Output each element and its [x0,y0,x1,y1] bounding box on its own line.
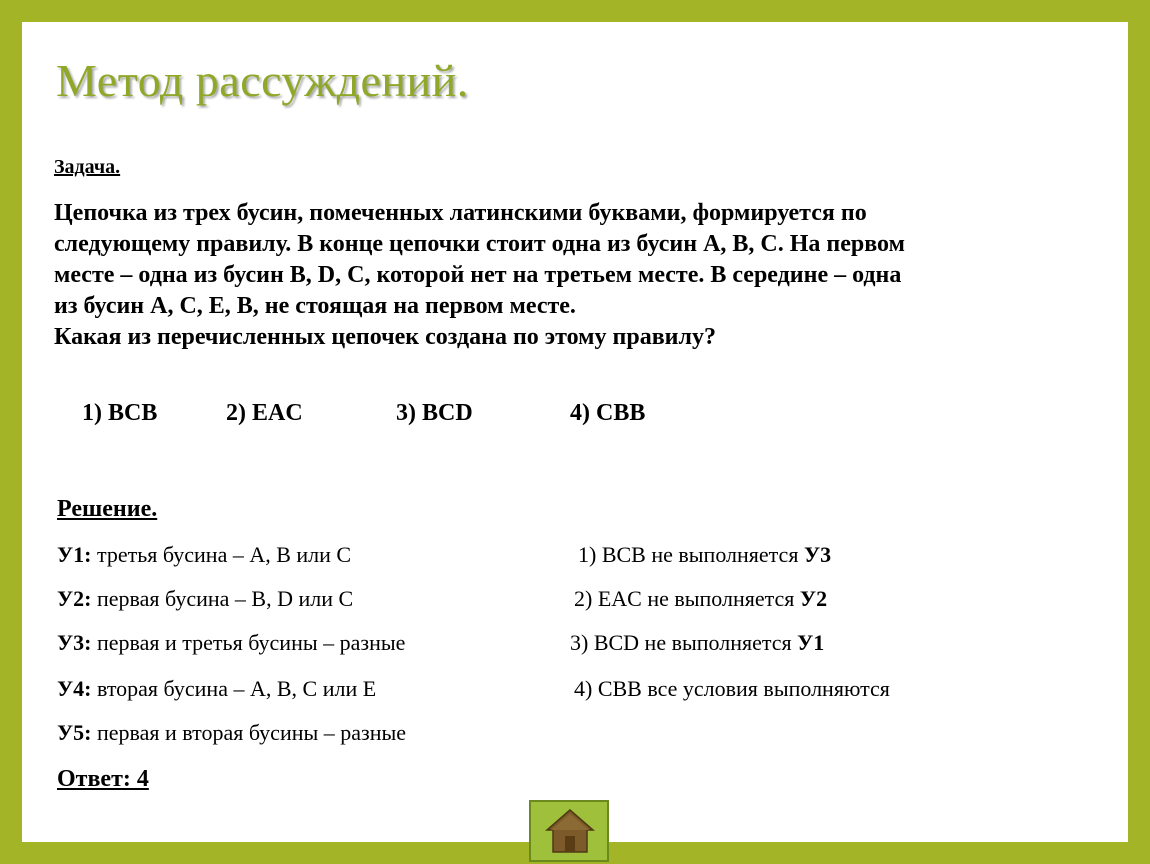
result-4 [574,676,890,702]
condition-key: У2: [57,586,92,611]
condition-1 [57,542,351,568]
condition-text: первая бусина – B, D или C [91,586,354,611]
condition-key: У5: [57,720,92,745]
condition-2 [57,586,353,612]
result-2 [574,586,827,612]
result-text: 4) CBB все условия выполняются [574,676,890,701]
result-ref: У2 [799,586,828,611]
result-ref: У3 [803,542,832,567]
task-text [54,198,1094,353]
option-2: 2) EAC [226,400,303,426]
condition-text: третья бусина – A, B или C [91,542,352,567]
slide-title: Метод рассуждений. [56,55,469,106]
answer: Ответ: 4 [57,766,149,792]
result-ref: У1 [797,630,825,655]
condition-text: первая и вторая бусины – разные [91,720,407,745]
task-line: из бусин A, C, E, B, не стоящая на первом месте. [54,293,576,319]
task-line: Цепочка из трех бусин, помеченных латинскими буквами, формируется по [54,200,867,226]
condition-4 [57,676,376,702]
condition-5 [57,720,406,746]
condition-text: вторая бусина – A, B, C или E [91,676,377,701]
task-question: Какая из перечисленных цепочек создана по этому правилу? [54,324,716,350]
condition-key: У4: [57,676,92,701]
solution-label: Решение. [57,496,158,522]
result-text: 2) EAC не выполняется [574,586,800,611]
result-text: 3) BCD не выполняется [570,630,798,655]
result-text: 1) BCB не выполняется [578,542,804,567]
condition-text: первая и третья бусины – разные [91,630,406,655]
task-label: Задача. [54,156,121,178]
home-icon [545,808,595,854]
option-3: 3) BCD [396,400,473,426]
condition-3 [57,630,405,656]
result-1 [578,542,831,568]
task-line: следующему правилу. В конце цепочки стоит одна из бусин A, B, C. На первом [54,231,905,257]
home-button[interactable] [529,800,609,862]
condition-key: У3: [57,630,92,655]
task-line: месте – одна из бусин B, D, C, которой нет на третьем месте. В середине – одна [54,262,902,288]
slide [22,22,1128,842]
condition-key: У1: [57,542,92,567]
option-1: 1) BCB [82,400,158,426]
option-4: 4) CBB [570,400,646,426]
result-3 [570,630,824,656]
